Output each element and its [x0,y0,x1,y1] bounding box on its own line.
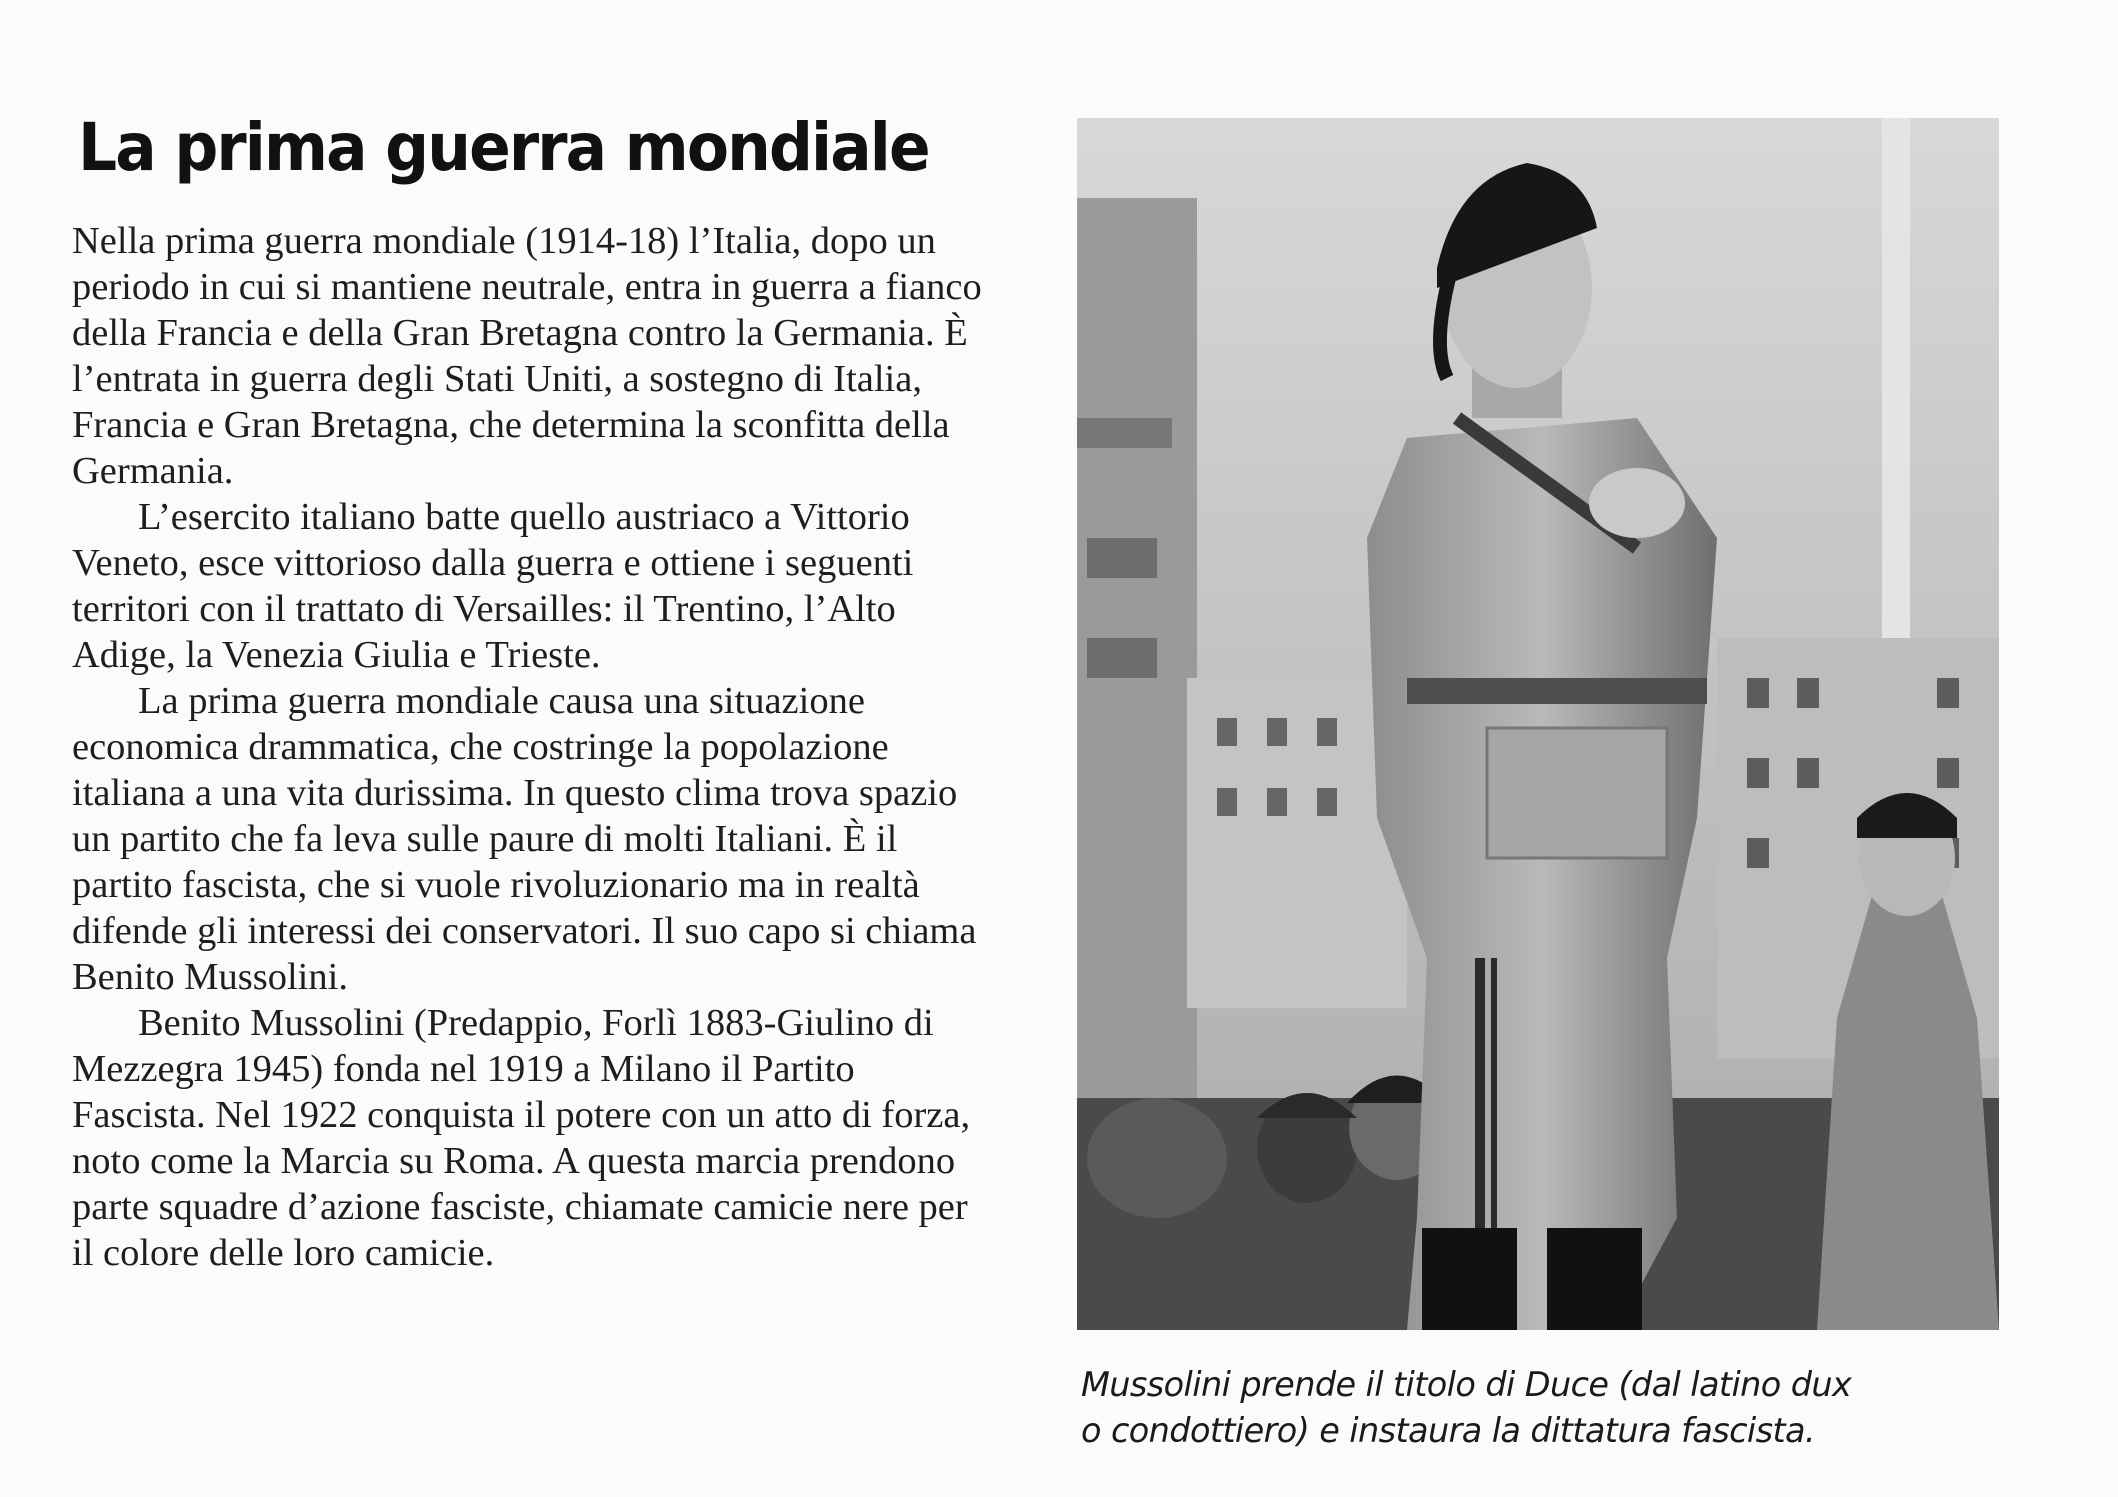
paragraph-4: Benito Mussolini (Predappio, Forlì 1883-Giulino di Mezzegra 1945) fonda nel 1919 a Milano il Partito Fascista. Nel 1922 conquista il potere con un atto di forza, noto come la Marcia su Roma. A questa marcia prendono parte squadre d’azione fasciste, chiamate camicie nere per il colore delle loro camicie. [72,1002,971,1274]
caption-line-1: Mussolini prende il titolo di Duce (dal latino dux [1081,1365,1852,1404]
photo-illustration [1077,118,1999,1330]
paragraph-2: L’esercito italiano batte quello austriaco a Vittorio Veneto, esce vittorioso dalla guerra e ottiene i seguenti territori con il trattato di Versailles: il Trentino, l’Alto Adige, la Venezia Giulia e Trieste. [72,496,914,676]
photo-caption [1081,1362,2041,1454]
text-column [72,108,992,1276]
paragraph-1: Nella prima guerra mondiale (1914-18) l’Italia, dopo un periodo in cui si mantiene neutrale, entra in guerra a fianco della Francia e della Gran Bretagna contro la Germania. È l’entrata in guerra degli Stati Uniti, a sostegno di Italia, Francia e Gran Bretagna, che determina la sconfitta della Germania. [72,220,982,492]
page-title: La prima guerra mondiale [78,109,929,186]
paragraph-3: La prima guerra mondiale causa una situazione economica drammatica, che costringe la popolazione italiana a una vita durissima. In questo clima trova spazio un partito che fa leva sulle paure di molti Italiani. È il partito fascista, che si vuole rivoluzionario ma in realtà difende gli interessi dei conservatori. Il suo capo si chiama Benito Mussolini. [72,680,977,998]
body-text [72,218,992,1276]
caption-line-2: o condottiero) e instaura la dittatura fascista. [1081,1411,1815,1450]
historical-photo [1077,118,1999,1330]
